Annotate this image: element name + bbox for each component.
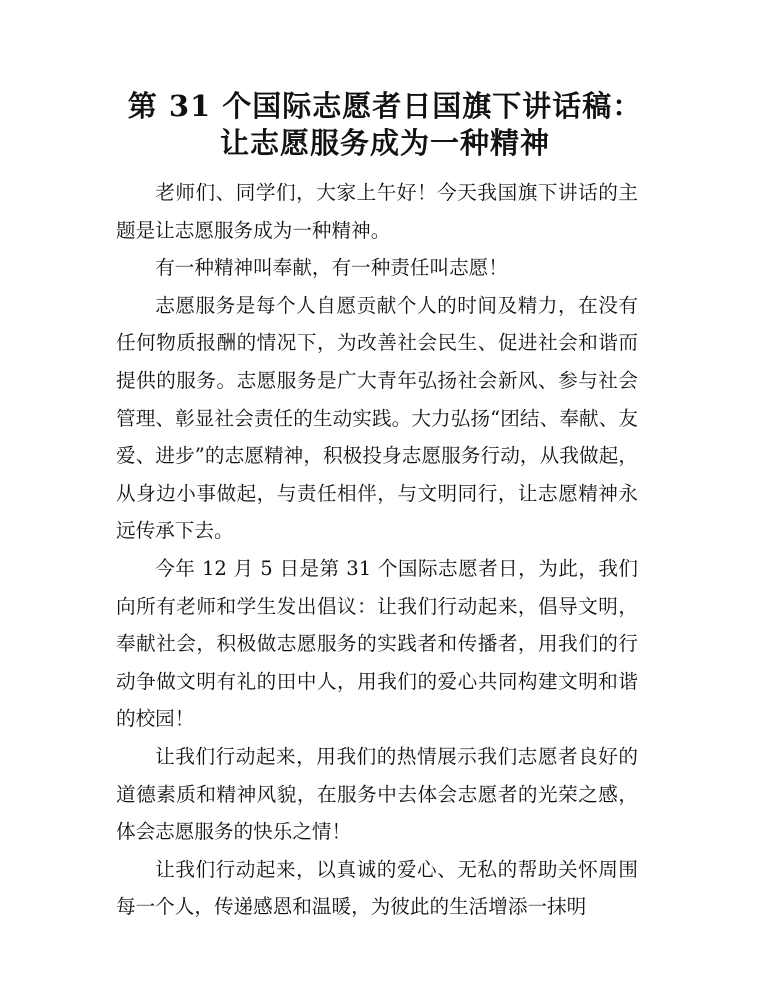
paragraph-volunteer-day: 今年 12 月 5 日是第 31 个国际志愿者日，为此，我们向所有老师和学生发出倡议：让我们行动起来，倡导文明，奉献社会，积极做志愿服务的实践者和传播者，用我们的行动争做文明有礼的田中人，用我们的爱心共同构建文明和谐的校园！ [116, 556, 638, 731]
document-title-line-1: 第 31 个国际志愿者日国旗下讲话稿： [127, 89, 643, 123]
document-title-line-2: 让志愿服务成为一种精神 [219, 126, 550, 160]
paragraph-volunteer-service: 志愿服务是每个人自愿贡献个人的时间及精力，在没有任何物质报酬的情况下，为改善社会民生、促进社会和谐而提供的服务。志愿服务是广大青年弘扬社会新风、参与社会管理、彰显社会责任的生动实践。大力弘扬“团结、奉献、友爱、进步”的志愿精神，积极投身志愿服务行动，从我做起，从身边小事做起，与责任相伴，与文明同行，让志愿精神永远传承下去。 [116, 293, 638, 543]
document-body [116, 174, 638, 926]
paragraph-greeting: 老师们、同学们，大家上午好！今天我国旗下讲话的主题是让志愿服务成为一种精神。 [116, 181, 638, 242]
paragraph-action-enthusiasm: 让我们行动起来，用我们的热情展示我们志愿者良好的道德素质和精神风貌，在服务中去体会志愿者的光荣之感，体会志愿服务的快乐之情！ [116, 744, 638, 844]
paragraph-spirit: 有一种精神叫奉献，有一种责任叫志愿！ [155, 256, 508, 280]
paragraph-action-care: 让我们行动起来，以真诚的爱心、无私的帮助关怀周围每一个人，传递感恩和温暖，为彼此的生活增添一抹明 [116, 857, 638, 919]
